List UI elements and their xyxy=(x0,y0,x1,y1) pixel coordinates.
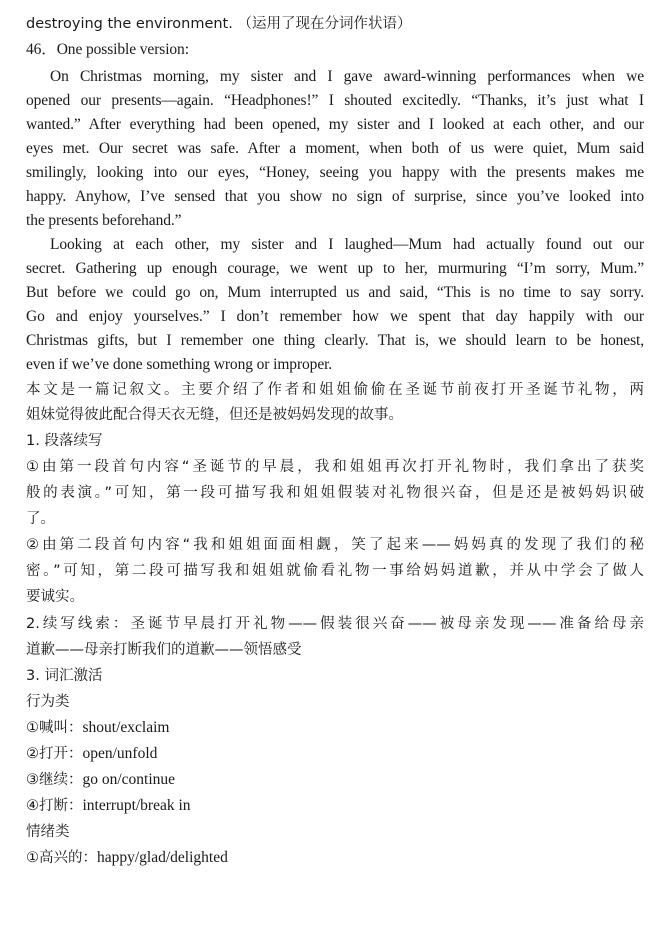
vocab-words: go on/continue xyxy=(82,771,176,788)
clue-line: 道歉——母亲打断我们的道歉——领悟感受 xyxy=(26,642,302,658)
category-label: 行为类 xyxy=(26,694,70,710)
section-heading: 3. 词汇激活 xyxy=(26,668,103,684)
vocab-item xyxy=(26,744,644,764)
essay-line: happy. Anyhow, I’ve sensed that you show no sign of surprise, since you’ve looked into xyxy=(26,188,644,205)
essay-line: smilingly, looking into our eyes, “Honey, seeing you happy with the presents makes me xyxy=(26,164,644,181)
vocab-term: ③继续： xyxy=(26,772,83,788)
vocab-term: ①高兴的： xyxy=(26,850,97,866)
analysis-line: 本文是一篇记叙文。主要介绍了作者和姐姐偷偷在圣诞节前夜打开圣诞节礼物，两 xyxy=(26,382,644,398)
vocab-item xyxy=(26,718,644,738)
essay-line: Christmas gifts, but I remember one thing clearly. That is, we should learn to be honest, xyxy=(26,332,644,349)
analysis-line: 了。 xyxy=(26,511,55,527)
analysis-line: 密。”可知，第二段可描写我和姐姐就偷看礼物一事给妈妈道歉，并从中学会了做人 xyxy=(26,563,644,579)
text-line: destroying the environment. （运用了现在分词作状语） xyxy=(26,16,412,32)
section-heading: 1. 段落续写 xyxy=(26,433,103,449)
analysis-line: ①由第一段首句内容“圣诞节的早晨，我和姐姐再次打开礼物时，我们拿出了获奖 xyxy=(26,459,644,475)
vocab-term: ②打开： xyxy=(26,746,83,762)
analysis-line: 要诚实。 xyxy=(26,589,84,605)
essay-line: But before we could go on, Mum interrupted us and said, “This is no time to say sorry. xyxy=(26,284,644,301)
vocab-item xyxy=(26,848,644,868)
essay-line: Go and enjoy yourselves.” I don’t remember how we spent that day happily with our xyxy=(26,308,644,325)
vocab-words: happy/glad/delighted xyxy=(97,849,228,866)
essay-line: opened our presents—again. “Headphones!” I shouted excitedly. “Thanks, it’s just what I xyxy=(26,92,644,109)
analysis-line: 姐妹觉得彼此配合得天衣无缝，但还是被妈妈发现的故事。 xyxy=(26,407,403,423)
analysis-line: ②由第二段首句内容“我和姐姐面面相觑，笑了起来——妈妈真的发现了我们的秘 xyxy=(26,537,644,553)
analysis-line: 般的表演。”可知，第一段可描写我和姐姐假装对礼物很兴奋，但是还是被妈妈识破 xyxy=(26,485,644,501)
vocab-words: shout/exclaim xyxy=(82,719,170,736)
clue-line: 2.续写线索：圣诞节早晨打开礼物——假装很兴奋——被母亲发现——准备给母亲 xyxy=(26,616,644,632)
essay-line: eyes met. Our secret was safe. After a moment, when both of us were quiet, Mum said xyxy=(26,140,644,157)
vocab-term: ④打断： xyxy=(26,798,83,814)
essay-line: the presents beforehand.” xyxy=(26,212,182,229)
essay-line: On Christmas morning, my sister and I gave award-winning performances when we xyxy=(50,68,644,85)
vocab-item xyxy=(26,796,644,816)
version-heading: 46．One possible version: xyxy=(26,41,189,58)
vocab-words: interrupt/break in xyxy=(82,797,191,814)
essay-line: Looking at each other, my sister and I laughed—Mum had actually found out our xyxy=(50,236,644,253)
essay-line: secret. Gathering up enough courage, we went up to her, murmuring “I’m sorry, Mum.” xyxy=(26,260,644,277)
category-label: 情绪类 xyxy=(26,824,70,840)
vocab-item xyxy=(26,770,644,790)
essay-line: even if we’ve done something wrong or improper. xyxy=(26,356,333,373)
essay-line: wanted.” After everything had been opened, my sister and I looked at each other, and our xyxy=(26,116,644,133)
vocab-term: ①喊叫： xyxy=(26,720,83,736)
vocab-words: open/unfold xyxy=(82,745,158,762)
